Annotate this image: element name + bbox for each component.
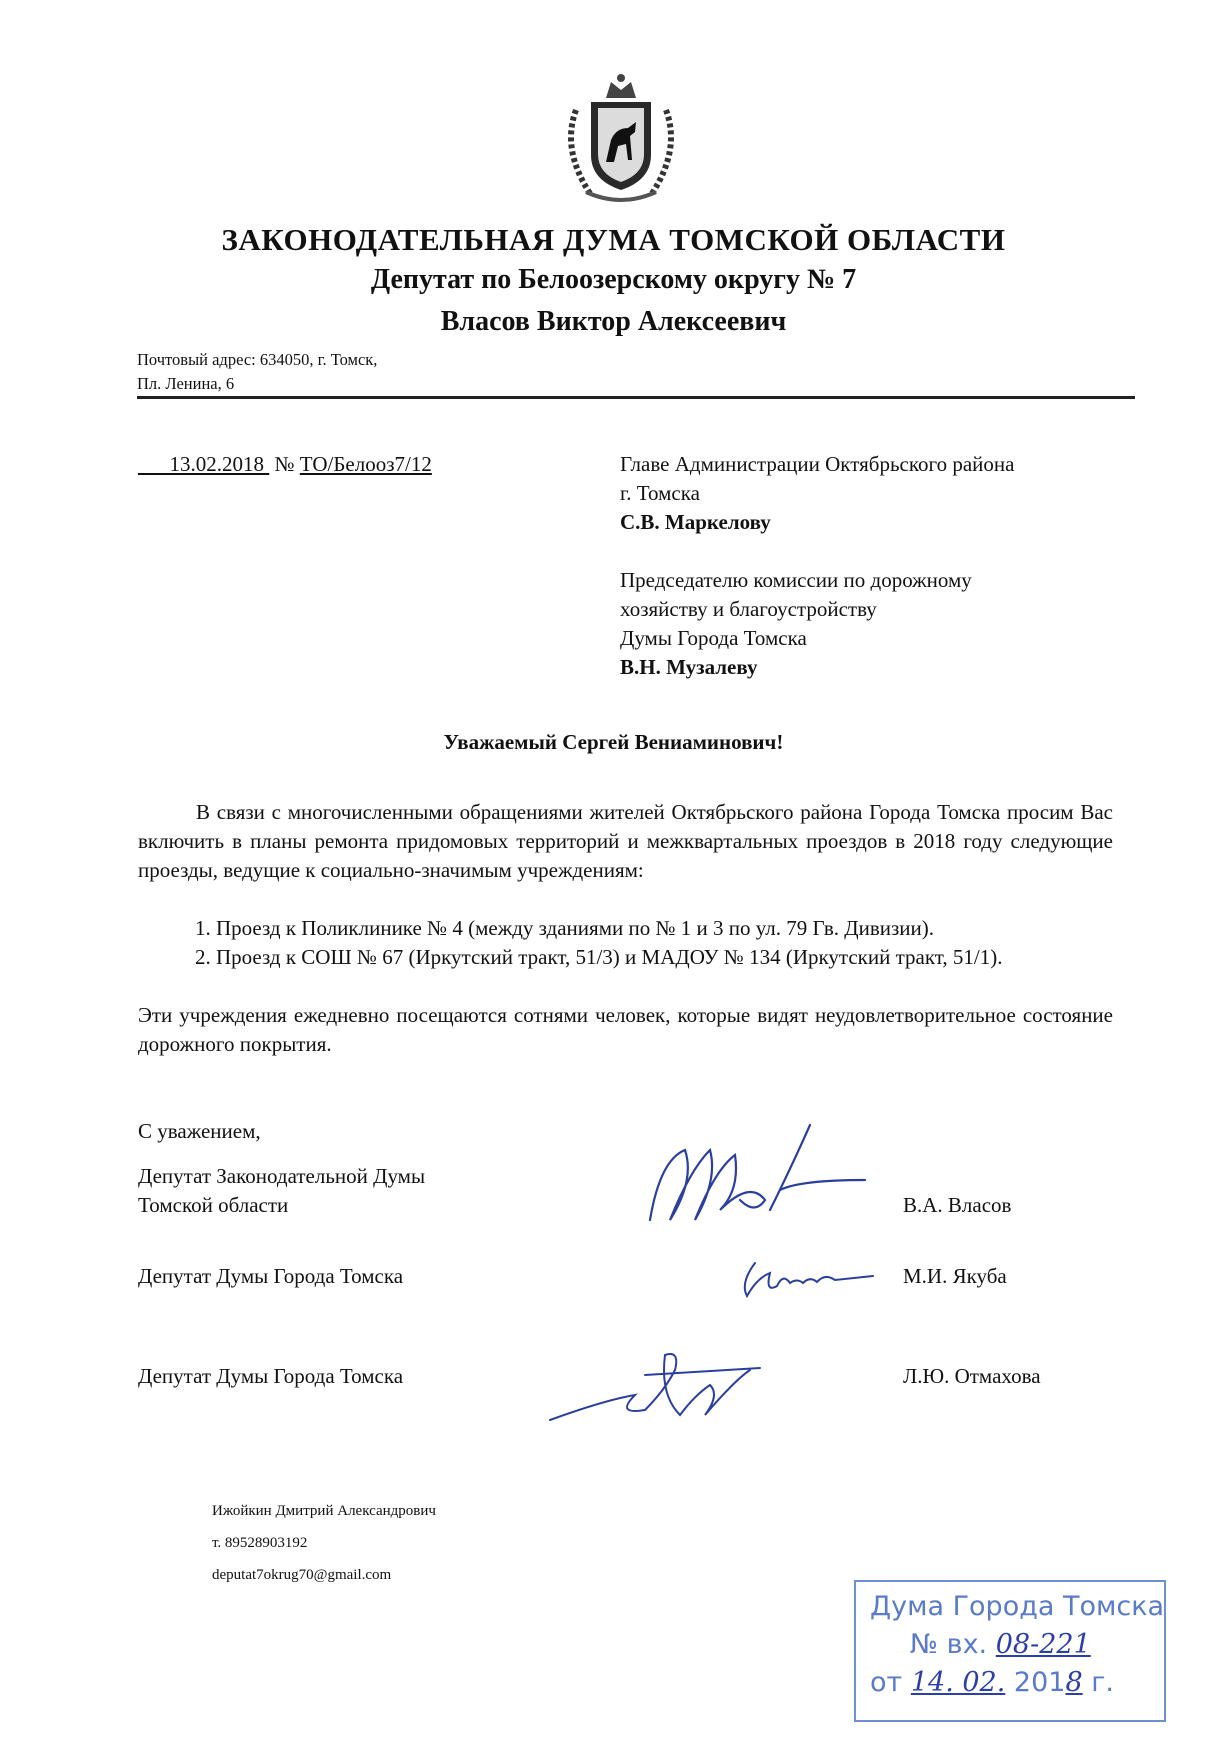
contact-phone: т. 89528903192 — [212, 1535, 308, 1551]
addressee-2-title-cont: хозяйству и благоустройству — [620, 597, 877, 621]
letter-date: 13.02.2018 — [169, 452, 264, 476]
signatory-1-title-line2: Томской области — [138, 1193, 289, 1217]
signatory-1-title — [138, 1162, 425, 1220]
stamp-incoming-number — [870, 1626, 1154, 1664]
stamp-in-label: № вх. — [910, 1629, 988, 1660]
greeting: Уважаемый Сергей Вениаминович! — [443, 730, 784, 754]
letter-reference — [138, 450, 432, 479]
stamp-org: Дума Города Томска — [870, 1591, 1165, 1622]
signature-yakuba — [735, 1248, 875, 1308]
addressee-1-title: Главе Администрации Октябрьского района — [620, 452, 1015, 476]
signoff: С уважением, — [138, 1119, 261, 1143]
signatory-3-title: Депутат Думы Города Томска — [138, 1364, 404, 1388]
addressee-2 — [620, 566, 1140, 682]
body-closing: Эти учреждения ежедневно посещаются сотнями человек, которые видят неудовлетворительное состояние дорожного покрытия. — [138, 1003, 1113, 1056]
list-item: 1. Проезд к Поликлинике № 4 (между зданиями по № 1 и 3 по ул. 79 Гв. Дивизии). — [195, 916, 935, 940]
contact-email[interactable]: deputat7okrug70@gmail.com — [212, 1567, 392, 1583]
addressee-2-org: Думы Города Томска — [620, 626, 807, 650]
postal-address-line2: Пл. Ленина, 6 — [137, 374, 235, 393]
stamp-year-prefix: 201 — [1013, 1667, 1066, 1698]
signature-vlasov — [640, 1120, 870, 1240]
addressee-1-name: С.В. Маркелову — [620, 510, 771, 534]
header-divider — [137, 396, 1135, 399]
stamp-date-line — [870, 1664, 1154, 1702]
signatory-1-name: В.А. Власов — [903, 1193, 1012, 1217]
stamp-from-label: от — [870, 1667, 903, 1698]
list-item: 2. Проезд к СОШ № 67 (Иркутский тракт, 51/3) и МАДОУ № 134 (Иркутский тракт, 51/1). — [195, 945, 1003, 969]
incoming-registration-stamp — [854, 1580, 1166, 1722]
stamp-year-digit: 8 — [1065, 1667, 1083, 1698]
postal-address-line1: Почтовый адрес: 634050, г. Томск, — [137, 350, 378, 369]
addressee-2-title: Председателю комиссии по дорожному — [620, 568, 972, 592]
letter-number: ТО/Белооз7/12 — [299, 452, 432, 476]
signatory-1-title-line1: Депутат Законодательной Думы — [138, 1164, 426, 1188]
coat-of-arms-emblem — [556, 70, 686, 210]
deputy-position: Депутат по Белоозерскому округу № 7 — [370, 264, 857, 295]
addressee-1-city: г. Томска — [620, 481, 700, 505]
body-intro: В связи с многочисленными обращениями жителей Октябрьского района Города Томска просим Вас включить в планы ремонта придомовых территорий и межквартальных проездов в 2018 году следующие проезды, ведущие к социально-значимым учреждениям: — [138, 800, 1113, 882]
signature-otmakhova — [545, 1340, 775, 1435]
request-list — [195, 914, 1113, 972]
org-title: ЗАКОНОДАТЕЛЬНАЯ ДУМА ТОМСКОЙ ОБЛАСТИ — [221, 222, 1006, 257]
stamp-in-number: 08-221 — [995, 1629, 1091, 1660]
deputy-name: Власов Виктор Алексеевич — [440, 306, 787, 337]
contact-person: Ижойкин Дмитрий Александрович — [212, 1503, 436, 1519]
letter-number-sign: № — [274, 452, 295, 476]
signatory-2-name: М.И. Якуба — [903, 1264, 1007, 1288]
stamp-year-suffix: г. — [1091, 1667, 1115, 1698]
addressee-2-name: В.Н. Музалеву — [620, 655, 758, 679]
stamp-date: 14. 02. — [910, 1667, 1006, 1698]
signatory-2-title: Депутат Думы Города Томска — [138, 1264, 404, 1288]
addressee-1 — [620, 450, 1140, 537]
signatory-3-name: Л.Ю. Отмахова — [903, 1364, 1041, 1388]
